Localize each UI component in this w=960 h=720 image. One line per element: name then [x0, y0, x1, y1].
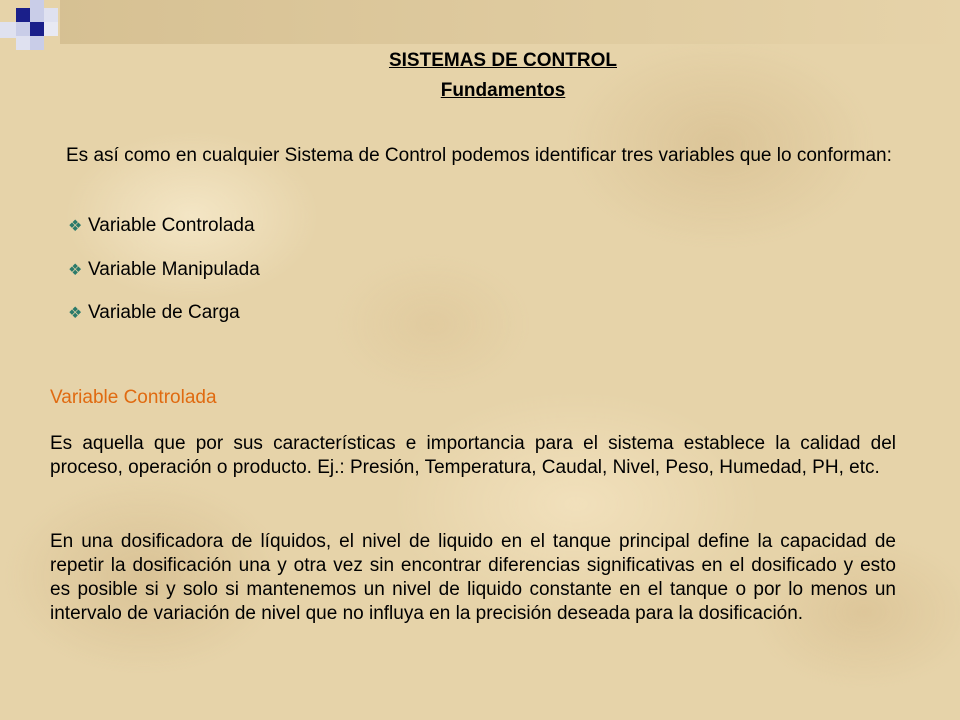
definition-paragraph: Es aquella que por sus características e importancia para el sistema establece la calidad del proceso, operación o producto. Ej.: Presión, Temperatura, Caudal, Nivel, Peso, Humedad, PH, etc. — [50, 433, 896, 478]
page-subtitle: Fundamentos — [440, 80, 566, 101]
page-title: SISTEMAS DE CONTROL — [388, 50, 617, 71]
navy-square — [16, 8, 30, 22]
light-square — [44, 22, 58, 36]
list-item — [68, 301, 240, 326]
navy-square — [30, 22, 44, 36]
light-square — [30, 36, 44, 50]
list-item — [68, 214, 255, 239]
section-heading: Variable Controlada — [50, 387, 217, 408]
example-paragraph: En una dosificadora de líquidos, el nivel de liquido en el tanque principal define la capacidad de repetir la dosificación una y otra vez sin encontrar diferencias significativas en el dosificado y esto es posible si y solo si mantenemos un nivel de liquido constante en el tanque o por lo menos un intervalo de variación de nivel que no influya en la precisión deseada para la dosificación. — [50, 531, 896, 624]
light-square — [16, 36, 30, 50]
list-item-label: Variable Controlada — [88, 215, 255, 236]
list-item — [68, 258, 260, 283]
diamond-bullet-icon: ❖ — [68, 218, 83, 235]
list-item-label: Variable de Carga — [88, 302, 240, 323]
light-square — [30, 0, 44, 22]
light-square — [16, 22, 30, 36]
light-square — [0, 22, 16, 38]
intro-paragraph: Es así como en cualquier Sistema de Control podemos identificar tres variables que lo conforman: — [66, 145, 892, 166]
diamond-bullet-icon: ❖ — [68, 305, 83, 322]
diamond-bullet-icon: ❖ — [68, 262, 83, 279]
list-item-label: Variable Manipulada — [88, 259, 260, 280]
light-square — [44, 8, 58, 22]
top-band — [60, 0, 960, 44]
